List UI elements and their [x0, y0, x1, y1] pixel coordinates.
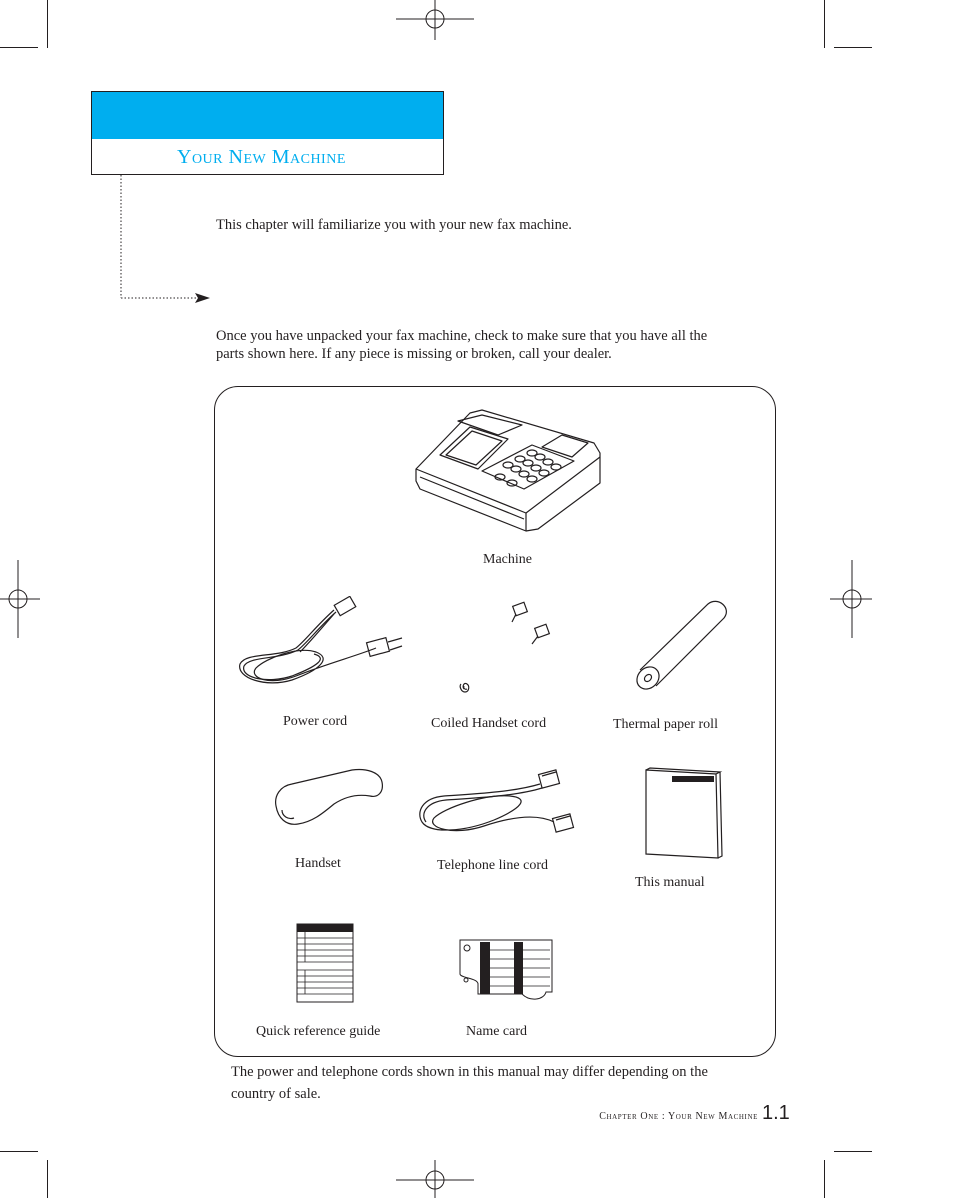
footer-chapter-title: Chapter One : Your New Machine	[599, 1111, 758, 1122]
crop-mark-icon	[0, 47, 38, 48]
handset-icon	[272, 766, 386, 830]
crop-mark-icon	[0, 1151, 38, 1152]
unpacking-text	[216, 328, 707, 363]
item-label-coiled-handset-cord: Coiled Handset cord	[431, 716, 547, 731]
arrow-right-icon	[195, 293, 210, 303]
unpacking-text-line: parts shown here. If any piece is missing or broken, call your dealer.	[216, 345, 612, 362]
item-label-this-manual: This manual	[635, 875, 705, 890]
item-label-thermal-paper-roll: Thermal paper roll	[613, 717, 718, 732]
item-label-telephone-line-cord: Telephone line cord	[437, 858, 548, 873]
cords-note	[231, 1061, 708, 1105]
unpacking-text-line: Once you have unpacked your fax machine, check to make sure that you have all the	[216, 328, 708, 344]
registration-mark-icon	[396, 0, 474, 40]
crop-mark-icon	[47, 1160, 48, 1198]
crop-mark-icon	[824, 1160, 825, 1198]
manual-icon	[640, 766, 724, 862]
item-label-machine: Machine	[483, 552, 532, 567]
crop-mark-icon	[47, 0, 48, 48]
page-number: 1.1	[762, 1102, 790, 1124]
cords-note-line: country of sale.	[231, 1086, 321, 1102]
page-title: Your New Machine	[177, 146, 346, 168]
item-label-power-cord: Power cord	[283, 714, 348, 729]
registration-mark-icon	[0, 560, 40, 638]
item-label-handset: Handset	[295, 856, 341, 871]
fax-machine-icon	[412, 405, 606, 537]
quick-reference-guide-icon	[296, 922, 356, 1004]
title-accent-bar	[92, 92, 443, 139]
registration-mark-icon	[830, 560, 872, 638]
coiled-cord-icon	[456, 600, 556, 698]
item-label-quick-reference-guide: Quick reference guide	[256, 1024, 381, 1039]
crop-mark-icon	[824, 0, 825, 48]
dotted-connector	[118, 175, 213, 305]
intro-text: This chapter will familiarize you with your new fax machine.	[216, 217, 572, 233]
item-label-name-card: Name card	[466, 1024, 528, 1039]
name-card-icon	[456, 938, 556, 1004]
chapter-title-box	[91, 91, 444, 175]
registration-mark-icon	[396, 1160, 474, 1198]
crop-mark-icon	[834, 47, 872, 48]
power-cord-icon	[236, 596, 404, 692]
phone-line-cord-icon	[414, 768, 580, 842]
cords-note-line: The power and telephone cords shown in this manual may differ depending on the	[231, 1064, 708, 1080]
crop-mark-icon	[834, 1151, 872, 1152]
paper-roll-icon	[632, 598, 732, 696]
